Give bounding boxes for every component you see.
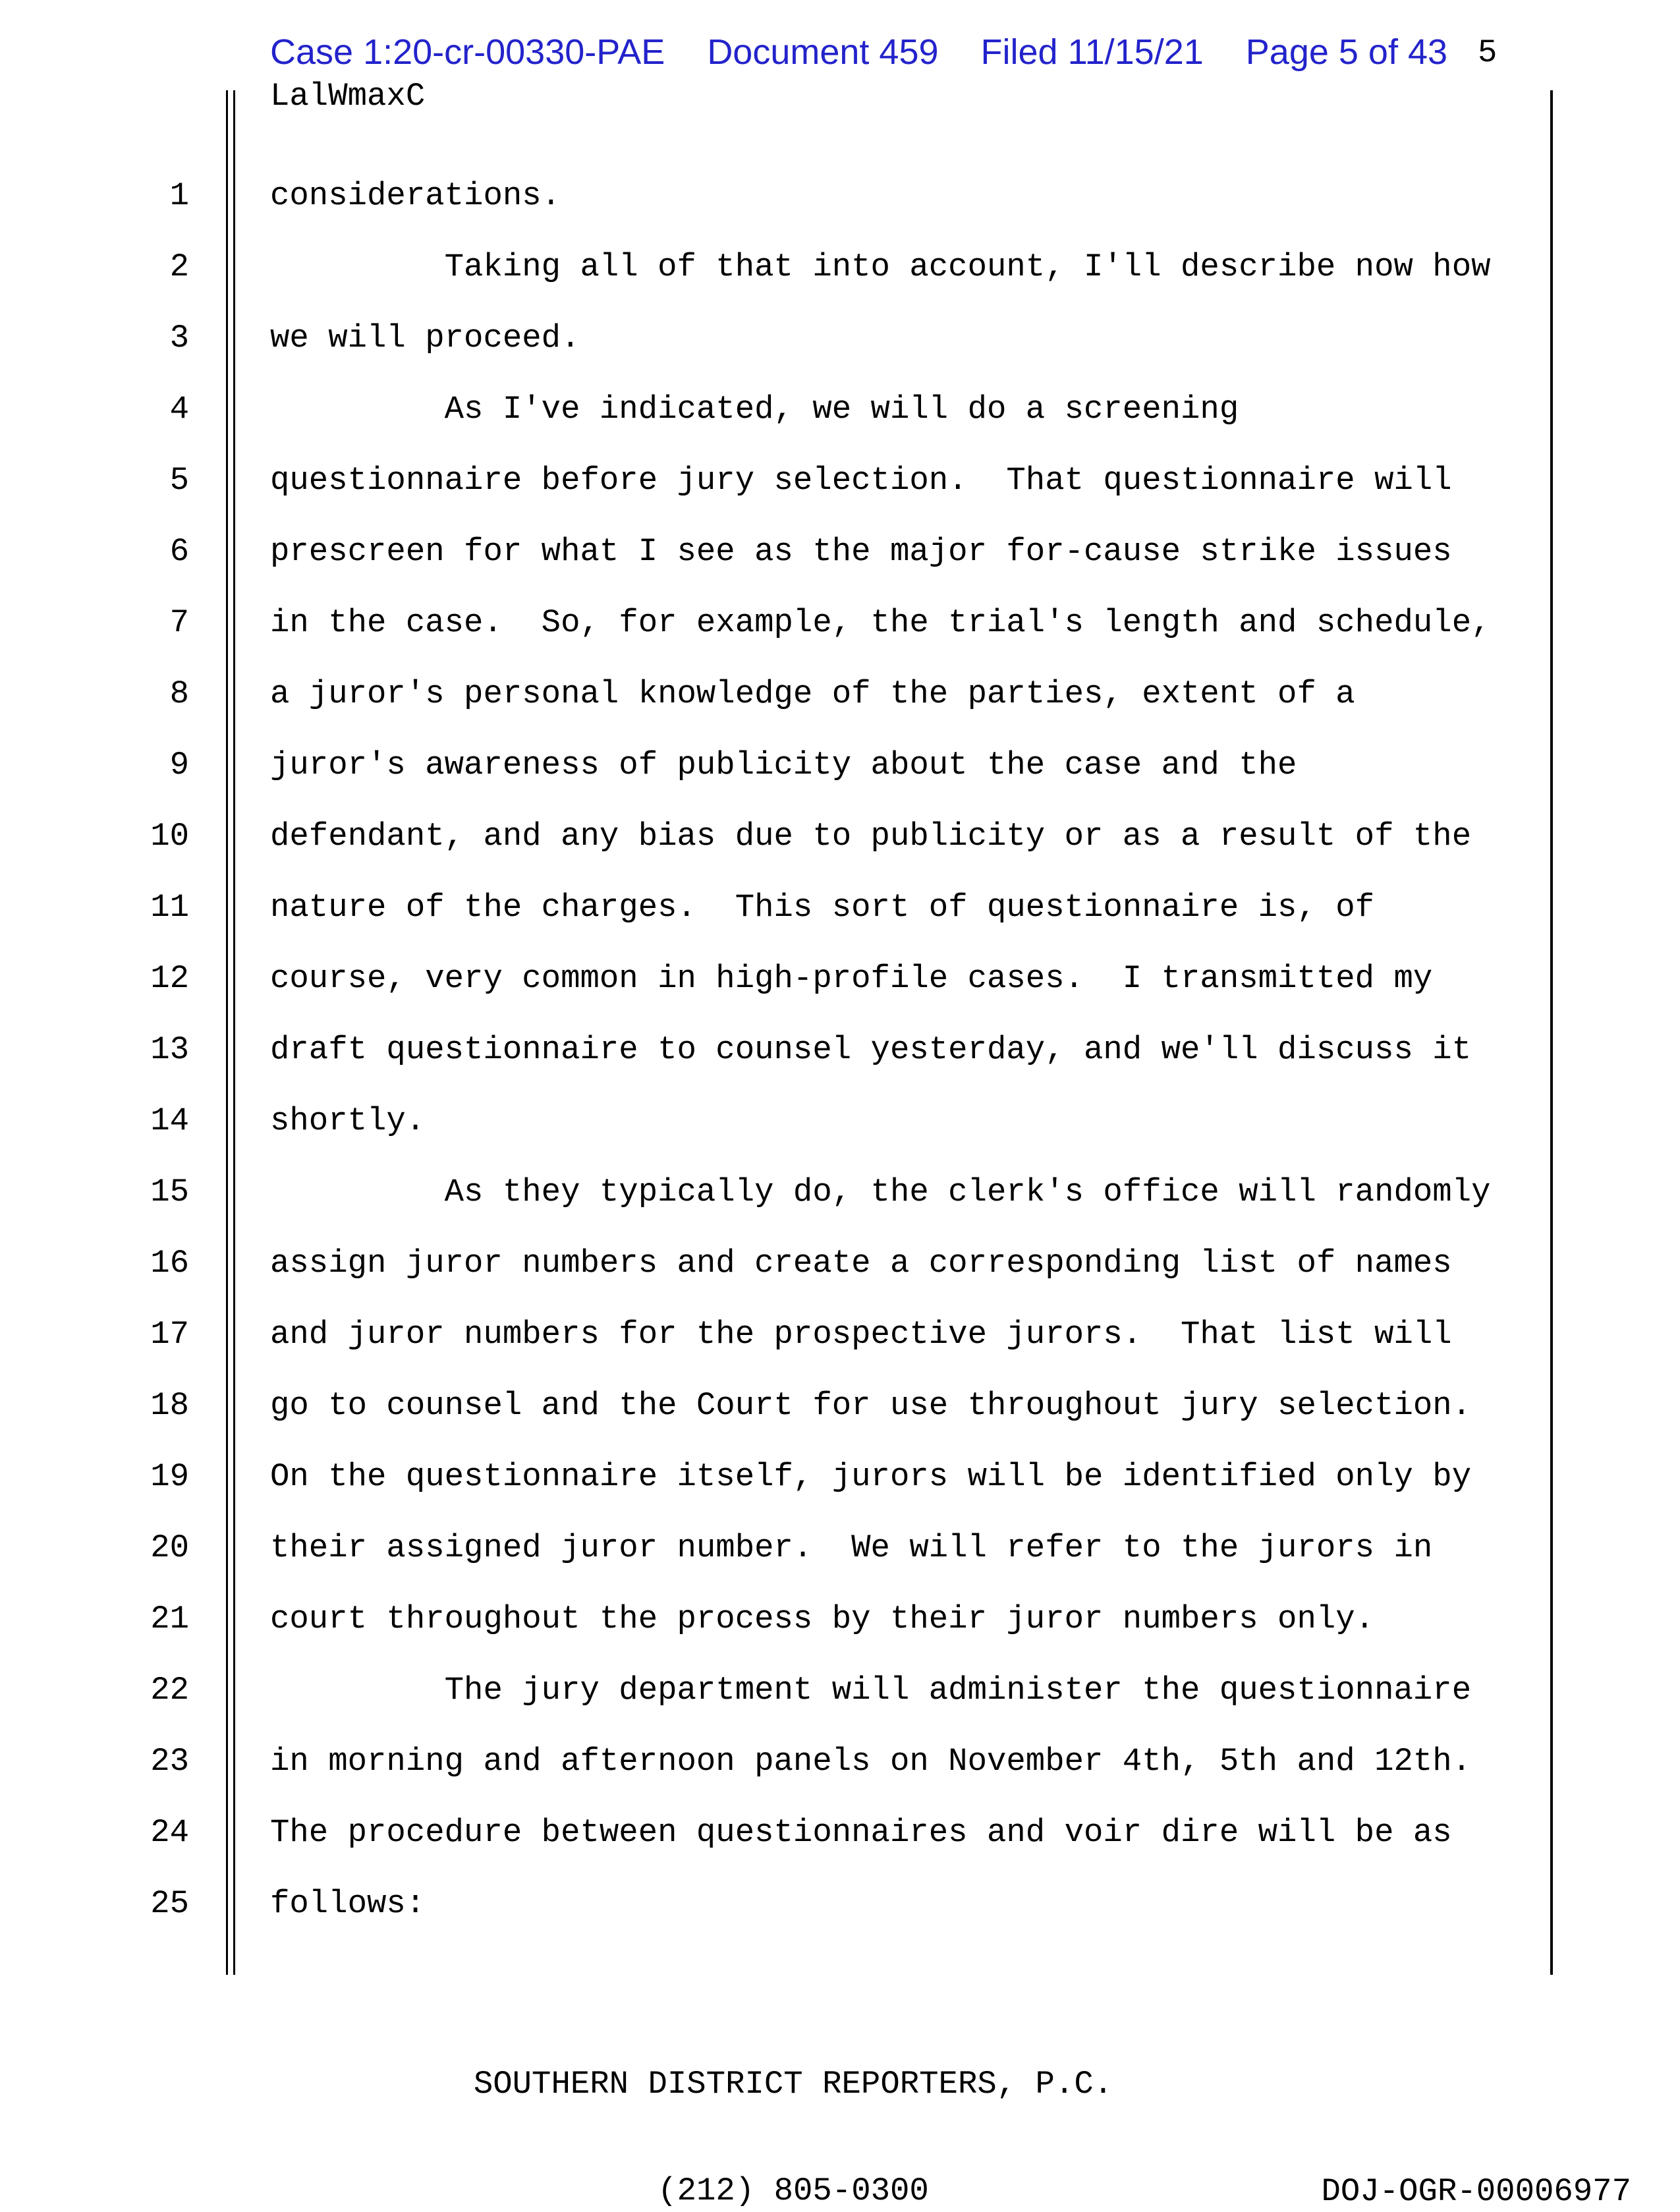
filed-date: Filed 11/15/21: [980, 32, 1204, 72]
line-text: court throughout the process by their juror numbers only.: [270, 1601, 1375, 1637]
line-number: 23: [150, 1743, 189, 1780]
line-number: 1: [169, 177, 189, 214]
line-number: 6: [169, 533, 189, 570]
line-text: The jury department will administer the questionnaire: [270, 1672, 1472, 1709]
reporter-phone: (212) 805-0300: [658, 2172, 929, 2209]
transcript-line: [0, 1085, 1680, 1156]
line-text: course, very common in high-profile cases. I transmitted my: [270, 960, 1433, 997]
transcript-line: [0, 1156, 1680, 1228]
line-number: 8: [169, 675, 189, 712]
line-number: 5: [169, 462, 189, 499]
transcript-line: [0, 160, 1680, 231]
line-text: considerations.: [270, 177, 561, 214]
transcript-line: [0, 1228, 1680, 1299]
transcript-line: [0, 1797, 1680, 1868]
line-number: 18: [150, 1387, 189, 1424]
transcript-line: [0, 729, 1680, 801]
line-text: in the case. So, for example, the trial's length and schedule,: [270, 604, 1491, 641]
transcript-line: [0, 872, 1680, 943]
line-text: follows:: [270, 1885, 426, 1922]
line-number: 11: [150, 889, 189, 926]
line-text: go to counsel and the Court for use throughout jury selection.: [270, 1387, 1472, 1424]
line-text: we will proceed.: [270, 320, 580, 356]
transcript-line: [0, 1370, 1680, 1441]
transcript-line: [0, 516, 1680, 587]
reporter-name: SOUTHERN DISTRICT REPORTERS, P.C.: [473, 2066, 1113, 2103]
line-number: 25: [150, 1885, 189, 1922]
document-number: Document 459: [707, 32, 939, 72]
line-number: 3: [169, 320, 189, 356]
line-number: 19: [150, 1458, 189, 1495]
line-number: 9: [169, 747, 189, 783]
line-text: in morning and afternoon panels on November 4th, 5th and 12th.: [270, 1743, 1472, 1780]
line-text: their assigned juror number. We will refer to the jurors in: [270, 1529, 1433, 1566]
line-number: 24: [150, 1814, 189, 1851]
transcript-line: [0, 801, 1680, 872]
line-text: nature of the charges. This sort of questionnaire is, of: [270, 889, 1375, 926]
line-text: draft questionnaire to counsel yesterday, and we'll discuss it: [270, 1031, 1472, 1068]
case-number: Case 1:20-cr-00330-PAE: [270, 32, 665, 72]
page-of-pages: Page 5 of 43: [1245, 32, 1448, 72]
line-text: On the questionnaire itself, jurors will be identified only by: [270, 1458, 1472, 1495]
line-number: 13: [150, 1031, 189, 1068]
reporter-footer: [474, 1995, 1113, 2212]
line-number: 12: [150, 960, 189, 997]
transcript-line: [0, 1655, 1680, 1726]
line-text: questionnaire before jury selection. That questionnaire will: [270, 462, 1452, 499]
transcript-line: [0, 587, 1680, 658]
transcript-line: [0, 1583, 1680, 1655]
transcript-line: [0, 658, 1680, 729]
line-number: 15: [150, 1174, 189, 1210]
page-number: 5: [1478, 34, 1498, 71]
transcript-line: [0, 1441, 1680, 1512]
line-text: prescreen for what I see as the major for-cause strike issues: [270, 533, 1452, 570]
line-text: As I've indicated, we will do a screening: [270, 391, 1239, 428]
line-number: 22: [150, 1672, 189, 1709]
line-number: 2: [169, 248, 189, 285]
line-text: shortly.: [270, 1102, 426, 1139]
transcript-line: [0, 1868, 1680, 1939]
line-text: a juror's personal knowledge of the parties, extent of a: [270, 675, 1355, 712]
transcript-line: [0, 302, 1680, 374]
transcript-line: [0, 445, 1680, 516]
line-text: As they typically do, the clerk's office will randomly: [270, 1174, 1491, 1210]
line-text: assign juror numbers and create a corresponding list of names: [270, 1245, 1452, 1282]
transcript-line: [0, 1299, 1680, 1370]
transcript-line: [0, 1014, 1680, 1085]
line-number: 16: [150, 1245, 189, 1282]
transcript-session-id: LalWmaxC: [270, 78, 426, 115]
line-number: 7: [169, 604, 189, 641]
bates-number: DOJ-OGR-00006977: [1321, 2173, 1631, 2210]
transcript-line: [0, 1726, 1680, 1797]
transcript-line: [0, 943, 1680, 1014]
filing-stamp-header: [270, 33, 1447, 72]
line-number: 17: [150, 1316, 189, 1353]
transcript-lines: [0, 160, 1680, 1939]
line-text: juror's awareness of publicity about the case and the: [270, 747, 1297, 783]
transcript-line: [0, 231, 1680, 302]
line-text: defendant, and any bias due to publicity or as a result of the: [270, 818, 1472, 855]
line-text: The procedure between questionnaires and voir dire will be as: [270, 1814, 1452, 1851]
line-number: 21: [150, 1601, 189, 1637]
line-text: and juror numbers for the prospective jurors. That list will: [270, 1316, 1452, 1353]
transcript-line: [0, 1512, 1680, 1583]
line-number: 10: [150, 818, 189, 855]
line-text: Taking all of that into account, I'll describe now how: [270, 248, 1491, 285]
line-number: 20: [150, 1529, 189, 1566]
line-number: 14: [150, 1102, 189, 1139]
transcript-line: [0, 374, 1680, 445]
line-number: 4: [169, 391, 189, 428]
